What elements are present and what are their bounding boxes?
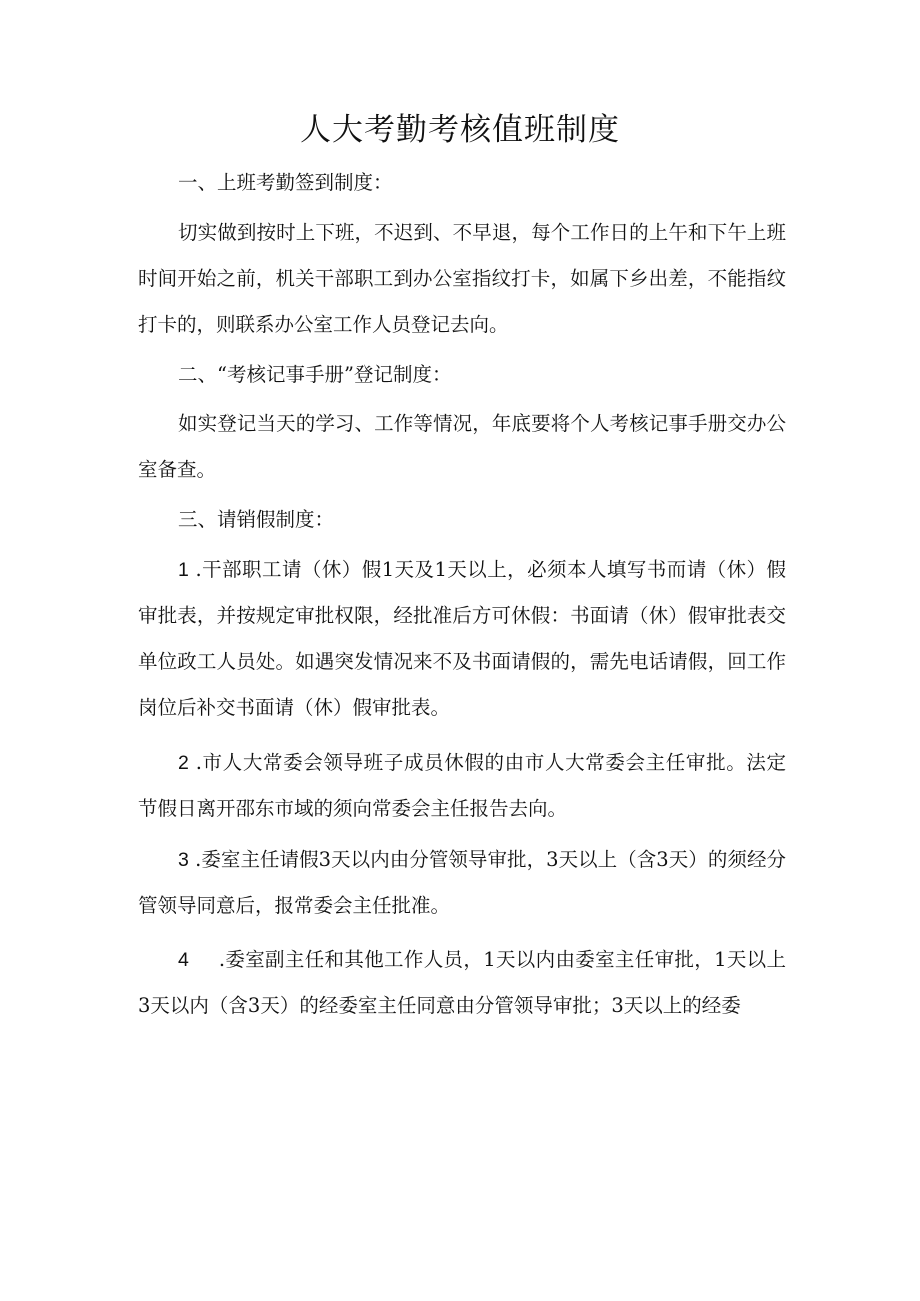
leave-rule-3: [138, 837, 786, 929]
leave-rule-1-text: .干部职工请（休）假1天及1天以上，必须本人填写书而请（休）假审批表，并按规定审批权限，经批准后方可休假：书面请（休）假审批表交单位政工人员处。如遇突发情况来不及书面请假的，需先电话请假，回工作岗位后补交书面请（休）假审批表。: [138, 558, 787, 719]
leave-rule-4-text: .委室副主任和其他工作人员，1天以内由委室主任审批，1天以上3天以内（含3天）的经委室主任同意由分管领导审批；3天以上的经委: [138, 948, 786, 1017]
leave-rule-2-number: 2: [178, 752, 189, 774]
section-1-heading: 一、上班考勤签到制度：: [178, 171, 393, 194]
leave-rule-4-number: 4: [178, 949, 189, 971]
leave-rule-1: [138, 547, 786, 731]
section-2-heading: 二、“考核记事手册”登记制度：: [178, 363, 452, 386]
leave-rule-3-number: 3: [178, 849, 189, 871]
section-1-body: 切实做到按时上下班，不迟到、不早退，每个工作日的上午和下午上班时间开始之前，机关干部职工到办公室指纹打卡，如属下乡出差，不能指纹打卡的，则联系办公室工作人员登记去向。: [138, 221, 786, 336]
leave-rule-2: [138, 740, 786, 832]
section-3-heading: 三、请销假制度：: [178, 508, 335, 531]
leave-rule-1-number: 1: [178, 559, 189, 581]
leave-rule-2-text: .市人大常委会领导班子成员休假的由市人大常委会主任审批。法定节假日离开邵东市域的须向常委会主任报告去向。: [138, 751, 786, 820]
leave-rule-4: [138, 937, 786, 1029]
document-title: 人大考勤考核值班制度: [300, 112, 620, 148]
section-2-body: 如实登记当天的学习、工作等情况，年底要将个人考核记事手册交办公室备查。: [138, 412, 786, 481]
leave-rule-3-text: .委室主任请假3天以内由分管领导审批，3天以上（含3天）的须经分管领导同意后，报常委会主任批准。: [138, 848, 786, 917]
